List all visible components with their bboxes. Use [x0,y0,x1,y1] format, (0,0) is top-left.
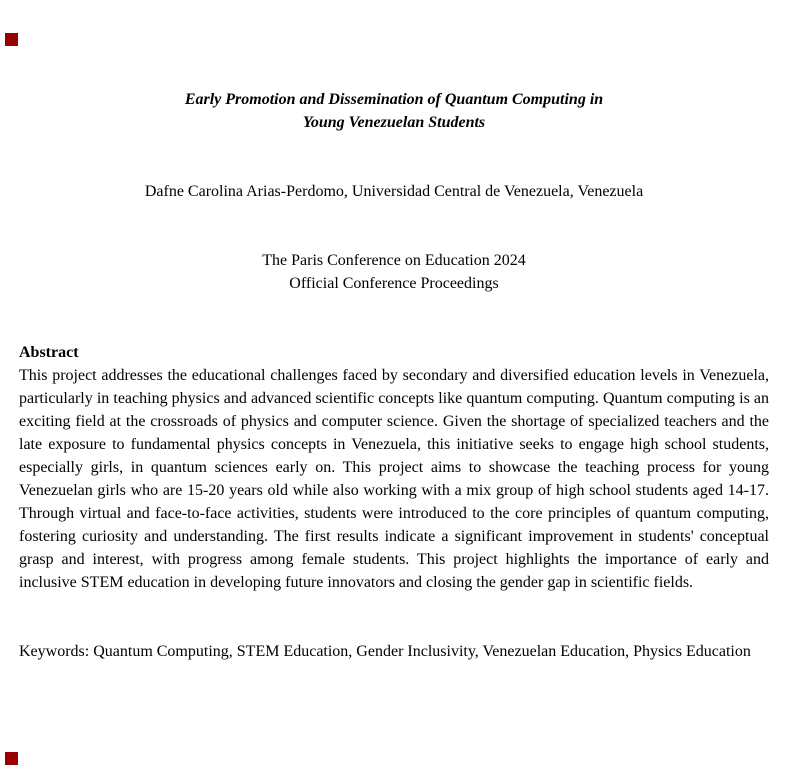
paper-title-line1: Early Promotion and Dissemination of Quantum Computing in [184,91,604,108]
conference-block [19,249,769,295]
conference-proceedings-line: Official Conference Proceedings [289,275,499,292]
abstract-heading: Abstract [19,344,79,361]
paper-title [19,88,769,134]
red-square-marker-bottom [5,752,18,765]
abstract-body-paragraph: This project addresses the educational challenges faced by secondary and diversified education levels in Venezuela, particularly in teaching physics and advanced scientific concepts like quantum computing. Quantum computing is an exciting field at the crossroads of physics and computer science. Given the shortage of specialized teachers and the late exposure to fundamental physics concepts in Venezuela, this initiative seeks to engage high school students, especially girls, in quantum sciences early on. This project aims to showcase the teaching process for young Venezuelan girls who are 15-20 years old while also working with a mix group of high school students aged 14-17. Through virtual and face-to-face activities, students were introduced to the core principles of quantum computing, fostering curiosity and understanding. The first results indicate a significant improvement in students' conceptual grasp and interest, with progress among female students. This project highlights the importance of early and inclusive STEM education in developing future innovators and closing the gender gap in scientific fields. [19,367,769,591]
paper-title-line2: Young Venezuelan Students [302,114,486,131]
conference-name-line: The Paris Conference on Education 2024 [262,252,526,269]
red-square-marker-top [5,33,18,46]
author-affiliation-line: Dafne Carolina Arias-Perdomo, Universidad Central de Venezuela, Venezuela [144,183,644,200]
keywords-paragraph: Keywords: Quantum Computing, STEM Education, Gender Inclusivity, Venezuelan Education, Physics Education [19,643,751,660]
